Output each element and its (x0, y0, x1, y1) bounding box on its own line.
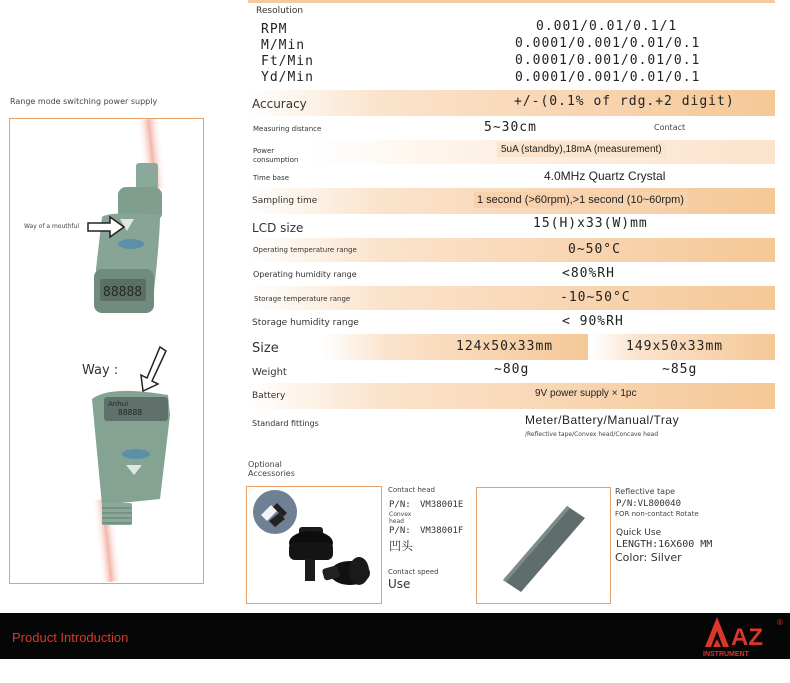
weight-value-1: ~80g (494, 362, 530, 377)
sampling-value: 1 second (>60rpm),>1 second (10~60rpm) (474, 192, 687, 208)
contact-pn2: VM38001F (420, 526, 464, 536)
rubber-head-convex (322, 557, 370, 585)
tachometer-device-2 (92, 391, 170, 525)
tape-length: LENGTH:16X600 MM (616, 539, 713, 550)
ophum-label: Operating humidity range (253, 270, 357, 279)
brand-name: AZ (731, 624, 763, 651)
device2-brand: Anhui (108, 400, 129, 408)
res-value-mmin: 0.0001/0.001/0.01/0.1 (515, 36, 701, 51)
tape-color: Color: Silver (615, 551, 682, 564)
brand-logo-icon (701, 613, 785, 659)
distance-value: 5~30cm (484, 120, 537, 135)
timebase-label: Time base (253, 174, 290, 182)
mouthful-label: Way of a mouthful (24, 223, 80, 230)
contact-title: Contact head (388, 486, 435, 494)
weight-label: Weight (252, 367, 287, 378)
contact-head-image (246, 486, 382, 604)
res-unit-mmin: M/Min (261, 38, 306, 53)
res-value-ftmin: 0.0001/0.001/0.01/0.1 (515, 53, 701, 68)
device1-display: 88888 (103, 285, 143, 300)
footer-title: Product Introduction (12, 630, 129, 645)
ophum-value: <80%RH (562, 266, 615, 281)
tape-strip (503, 506, 585, 592)
left-caption: Range mode switching power supply (10, 97, 158, 106)
tape-illustration (477, 488, 609, 602)
device-image-panel (9, 118, 204, 584)
device2-display: 88888 (118, 408, 143, 417)
fittings-value: Meter/Battery/Manual/Tray (525, 413, 680, 427)
tachometer-device-1 (94, 163, 162, 313)
tape-pn: P/N:VL800040 (616, 499, 682, 508)
brand-reg: ® (777, 618, 783, 627)
battery-value: 9V power supply × 1pc (535, 388, 637, 399)
contact-pn2-label: P/N: (389, 526, 411, 536)
lcd-label: LCD size (252, 221, 304, 235)
sthum-value: < 90%RH (562, 314, 624, 329)
tape-quick: Quick Use (616, 528, 662, 538)
tape-note: FOR non-contact Rotate (615, 510, 699, 518)
optemp-label: Operating temperature range (253, 246, 357, 254)
device-illustration (10, 119, 202, 582)
power-label: Power consumption (253, 147, 299, 164)
fittings-sub: /Reflective tape/Convex head/Concave head (525, 431, 659, 438)
size-label: Size (252, 341, 279, 356)
res-unit-ftmin: Ft/Min (261, 54, 314, 69)
sthum-label: Storage humidity range (252, 318, 359, 328)
way-label: Way : (82, 363, 119, 378)
res-unit-ydmin: Yd/Min (261, 70, 314, 85)
battery-band (248, 383, 775, 409)
arrow-down-icon (141, 347, 166, 391)
res-value-rpm: 0.001/0.01/0.1/1 (536, 19, 678, 34)
timebase-value: 4.0MHz Quartz Crystal (544, 169, 666, 183)
contact-pn1-label: P/N: (389, 500, 411, 510)
res-unit-rpm: RPM (261, 22, 288, 37)
resolution-heading: Resolution (256, 6, 304, 16)
top-rule (248, 0, 775, 3)
tape-title: Reflective tape (615, 487, 676, 496)
sttemp-label: Storage temperature range (254, 295, 351, 303)
contact-head-illustration (247, 487, 380, 602)
fittings-label: Standard fittings (252, 419, 319, 428)
sampling-label: Sampling time (252, 196, 318, 206)
accuracy-value: +/-(0.1% of rdg.+2 digit) (514, 94, 735, 109)
reflective-tape-image (476, 487, 611, 604)
contact-concave: 凹头 (389, 539, 414, 553)
res-value-ydmin: 0.0001/0.001/0.01/0.1 (515, 70, 701, 85)
sttemp-value: -10~50°C (560, 290, 631, 305)
power-value: 5uA (standby),18mA (measurement) (497, 142, 666, 157)
lcd-value: 15(H)x33(W)mm (533, 216, 648, 231)
optemp-value: 0~50°C (568, 242, 621, 257)
brand-sub: INSTRUMENT (703, 651, 749, 658)
contact-convex: Convex head (389, 511, 412, 525)
size-value-1: 124x50x33mm (456, 339, 554, 354)
accessories-heading: Optional Accessories (248, 460, 295, 478)
contact-speed-label: Contact speed (388, 568, 439, 576)
battery-label: Battery (252, 391, 286, 401)
contact-use: Use (388, 577, 411, 591)
distance-label: Measuring distance (253, 125, 322, 133)
size-value-2: 149x50x33mm (626, 339, 724, 354)
distance-note: Contact (654, 123, 686, 132)
weight-value-2: ~85g (662, 362, 698, 377)
footer-bar (0, 613, 790, 659)
accuracy-label: Accuracy (252, 97, 307, 111)
contact-pn1: VM38001E (420, 500, 464, 510)
